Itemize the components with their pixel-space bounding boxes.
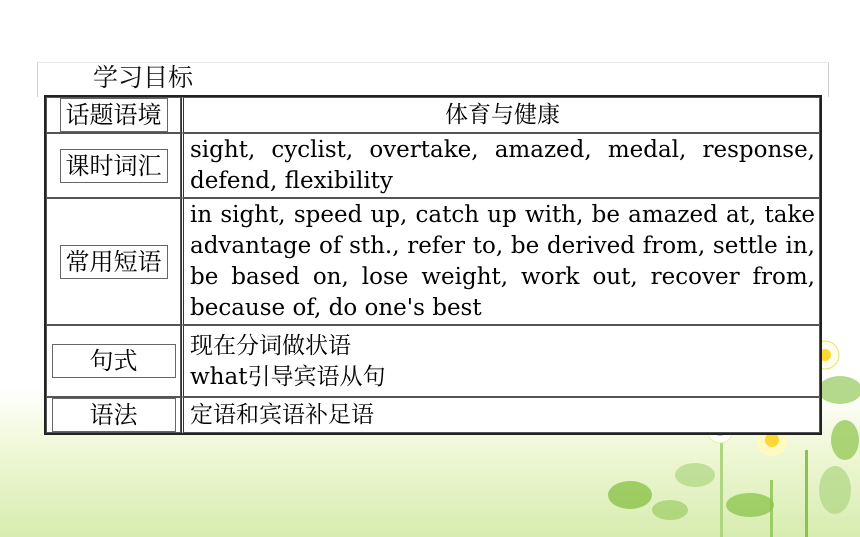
table-row [46,325,820,397]
content-line: 现在分词做状语 [190,332,351,359]
row-label: 课时词汇 [60,149,168,183]
row-content [181,325,820,397]
table-row [46,198,820,325]
content-line: what引导宾语从句 [190,363,386,390]
row-label: 话题语境 [60,98,168,132]
table-row [46,97,820,133]
table-row [46,133,820,198]
row-label: 语法 [52,398,176,432]
page-title: 学习目标 [93,63,194,92]
row-content: 体育与健康 [181,97,820,133]
row-content: in sight, speed up, catch up with, be amazed at, take advantage of sth., refer to, be derived from, settle in, be based on, lose weight, work out, recover from, because of, do one's best [181,198,820,325]
row-content: 定语和宾语补足语 [181,397,820,433]
row-label: 句式 [52,344,176,378]
row-content: sight, cyclist, overtake, amazed, medal, response, defend, flexibility [181,133,820,198]
row-label: 常用短语 [60,245,168,279]
table-row [46,397,820,433]
learning-objectives-table [44,95,822,435]
